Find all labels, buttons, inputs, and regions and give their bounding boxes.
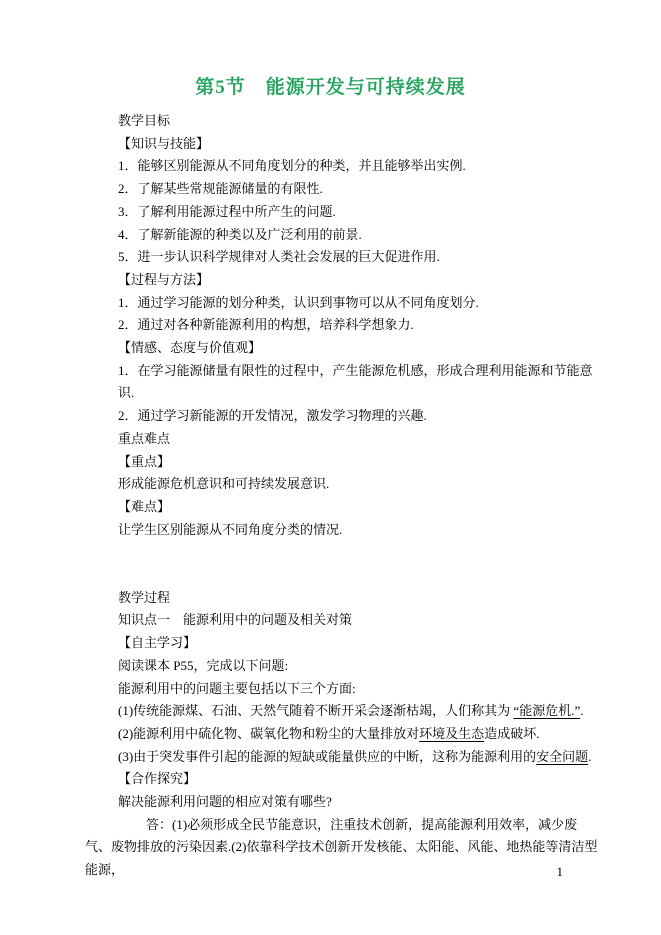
text-run: 1．在学习能源储量有限性的过程中，产生能源危机感，形成合理利用能源和节能意识. — [118, 362, 593, 401]
knowledge-point-1-heading — [118, 609, 598, 632]
text-run: 答：(1)必须形成全民节能意识，注重技术创新，提高能源利用效率，减少废气、废物排放的污染因素.(2)依靠科学技术创新开发核能、太阳能、风能、地热能等清洁型能源， — [85, 816, 598, 878]
text-run: . — [588, 748, 592, 764]
text-run: 重点难点 — [118, 430, 171, 446]
text-run: 2．了解某些常规能源储量的有限性. — [118, 181, 323, 197]
document-title: 第5节 能源开发与可持续发展 — [195, 77, 466, 98]
text-run: 2．通过学习新能源的开发情况，激发学习物理的兴趣. — [118, 408, 427, 424]
text-run: 3．了解利用能源过程中所产生的问题. — [118, 203, 336, 219]
difficult-point-heading — [118, 496, 598, 519]
process-method-item-1 — [118, 292, 598, 315]
problem-item-3 — [118, 746, 598, 769]
blank-line — [85, 541, 598, 564]
blank-line — [85, 564, 598, 587]
text-run: . — [580, 703, 584, 719]
text-run: 造成破坏. — [484, 725, 540, 741]
knowledge-skills-heading — [118, 133, 598, 156]
text-run: (1)传统能源煤、石油、天然气随着不断开采会逐渐枯竭，人们称其为 — [118, 703, 514, 719]
teaching-process-heading — [118, 587, 598, 610]
text-run: 【重点】 — [118, 453, 171, 469]
key-point-text — [118, 473, 598, 496]
emotion-attitude-item-1 — [118, 360, 598, 405]
document-body — [0, 100, 661, 882]
text-run: 【自主学习】 — [118, 635, 197, 651]
text-run: (3)由于突发事件引起的能源的短缺或能量供应的中断，这称为能源利用的 — [118, 748, 537, 764]
text-run: 【难点】 — [118, 498, 171, 514]
text-run: 知识点一 能源利用中的问题及相关对策 — [118, 612, 353, 628]
difficult-point-text — [118, 519, 598, 542]
process-method-heading — [118, 269, 598, 292]
knowledge-skills-item-4 — [118, 224, 598, 247]
key-difficult-points-heading — [118, 428, 598, 451]
page-number: 1 — [556, 864, 563, 879]
emotion-attitude-heading — [118, 337, 598, 360]
inquiry-answer — [85, 814, 598, 882]
text-run: (2)能源利用中硫化物、碳氧化物和粉尘的大量排放对 — [118, 725, 420, 741]
text-run: 【合作探究】 — [118, 771, 197, 787]
text-run: 4．了解新能源的种类以及广泛利用的前景. — [118, 226, 362, 242]
knowledge-skills-item-5 — [118, 246, 598, 269]
text-run: 5．进一步认识科学规律对人类社会发展的巨大促进作用. — [118, 249, 440, 265]
text-run: 能源利用中的问题主要包括以下三个方面: — [118, 680, 356, 696]
text-run: 2．通过对各种新能源利用的构想，培养科学想象力. — [118, 317, 414, 333]
underlined-text: “能源危机.” — [513, 703, 581, 719]
text-run: 让学生区别能源从不同角度分类的情况. — [118, 521, 343, 537]
problems-intro — [118, 678, 598, 701]
knowledge-skills-item-3 — [118, 201, 598, 224]
self-study-heading — [118, 632, 598, 655]
text-run: 教学过程 — [118, 589, 171, 605]
knowledge-skills-item-2 — [118, 178, 598, 201]
text-run: 教学目标 — [118, 113, 171, 128]
text-run: 【情感、态度与价值观】 — [118, 340, 262, 356]
emotion-attitude-item-2 — [118, 405, 598, 428]
text-run: 形成能源危机意识和可持续发展意识. — [118, 476, 330, 492]
underlined-text: 安全问题 — [536, 748, 589, 764]
text-run: 【过程与方法】 — [118, 271, 210, 287]
text-run: 1．通过学习能源的划分种类，认识到事物可以从不同角度划分. — [118, 294, 479, 310]
process-method-item-2 — [118, 314, 598, 337]
text-run: 1．能够区别能源从不同角度划分的种类，并且能够举出实例. — [118, 158, 466, 174]
reading-task — [118, 655, 598, 678]
underlined-text: 环境及生态 — [419, 725, 485, 741]
knowledge-skills-item-1 — [118, 155, 598, 178]
text-run: 【知识与技能】 — [118, 135, 210, 151]
text-run: 阅读课本 P55，完成以下问题: — [118, 657, 289, 673]
inquiry-question — [118, 791, 598, 814]
problem-item-1 — [118, 700, 598, 723]
problem-item-2 — [118, 723, 598, 746]
key-point-heading — [118, 451, 598, 474]
teaching-goals-heading — [118, 110, 598, 133]
text-run: 解决能源利用问题的相应对策有哪些? — [118, 794, 332, 810]
cooperative-inquiry-heading — [118, 768, 598, 791]
